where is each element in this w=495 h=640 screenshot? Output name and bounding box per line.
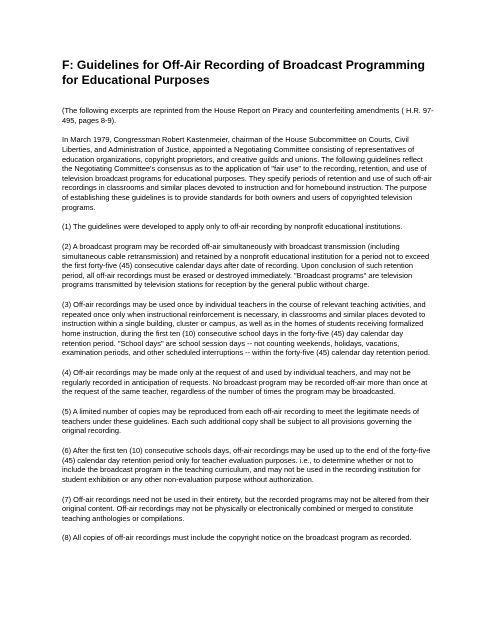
guideline-2-paragraph: (2) A broadcast program may be recorded off-air simultaneously with broadcast transmission (including simultaneous cable retransmission) and retained by a nonprofit educational institution for a period not to exceed the first forty-five (45) consecutive calendar days after date of recording. Upon conclusion of such retention period, all off-air recordings must be erased or destroyed immediately. "Broadcast programs" are television programs transmitted by television stations for reception by the general public without charge. <box>62 242 430 290</box>
guideline-8-paragraph: (8) All copies of off-air recordings must include the copyright notice on the broadcast program as recorded. <box>62 533 412 543</box>
document-title: F: Guidelines for Off-Air Recording of Broadcast Programming for Educational Purposes <box>62 58 425 87</box>
document-page <box>62 58 434 553</box>
background-paragraph: In March 1979, Congressman Robert Kastenmeier, chairman of the House Subcommittee on Courts, Civil Liberties, and Administration of Justice, appointed a Negotiating Committee consisting of representatives of education organizations, copyright proprietors, and creative guilds and unions. The following guidelines reflect the Negotiating Committee's consensus as to the application of "fair use" to the recording, retention, and use of television broadcast programs for educational purposes. They specify periods of retention and use of such off-air recordings in classrooms and similar places devoted to instruction and for homebound instruction. The purpose of establishing these guidelines is to provide standards for both owners and users of copyrighted television programs. <box>62 135 432 212</box>
guideline-5-paragraph: (5) A limited number of copies may be reproduced from each off-air recording to meet the legitimate needs of teachers under these guidelines. Each such additional copy shall be subject to all provisions governing the original recording. <box>62 406 420 436</box>
guideline-3-paragraph: (3) Off-air recordings may be used once by individual teachers in the course of relevant teaching activities, and repeated once only when instructional reinforcement is necessary, in classrooms and similar places devoted to instruction within a single building, cluster or campus, as well as in the homes of students receiving formalized home instruction, during the first ten (10) consecutive school days in the forty-five (45) day calendar day retention period. "School days" are school session days -- not counting weekends, holidays, vacations, examination periods, and other scheduled interruptions -- within the forty-five (45) calendar day retention period. <box>62 300 430 358</box>
intro-source-note: (The following excerpts are reprinted from the House Report on Piracy and counterfeiting amendments ( H.R. 97-495, pages 8-9). <box>62 106 434 125</box>
guideline-4-paragraph: (4) Off-air recordings may be made only at the request of and used by individual teachers, and may not be regularly recorded in anticipation of requests. No broadcast program may be recorded off-air more than once at the request of the same teacher, regardless of the number of times the program may be broadcasted. <box>62 368 428 397</box>
guideline-7-paragraph: (7) Off-air recordings need not be used in their entirety, but the recorded programs may not be altered from their original content. Off-air recordings may not be physically or electronically combined or merged to constitute teaching anthologies or compilations. <box>62 494 430 523</box>
guideline-1-paragraph: (1) The guidelines were developed to apply only to off-air recording by nonprofit educational institutions. <box>62 222 403 232</box>
guideline-6-paragraph: (6) After the first ten (10) consecutive schools days, off-air recordings may be used up to the end of the forty-five (45) calendar day retention period only for teacher evaluation purposes. i.e., to determine whether or not to include the broadcast program in the teaching curriculum, and may not be used in the recording institution for student exhibition or any other non-evaluation purpose without authorization. <box>62 445 431 484</box>
